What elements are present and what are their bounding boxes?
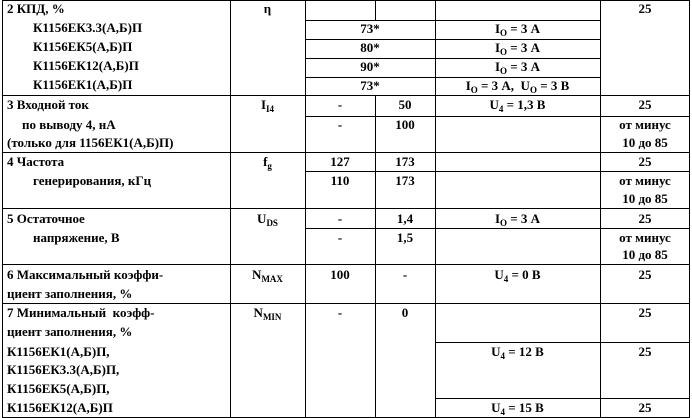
row-border-3 <box>2 95 690 96</box>
min-duty-cond-2: $U_4 = 12$ В <box>491 344 544 361</box>
input-current-temp-1: 25 <box>638 97 652 112</box>
residual-voltage-temp-2a: от минус <box>619 230 671 245</box>
col-sep-max <box>375 96 376 418</box>
frequency-temp-2a: от минус <box>619 173 671 188</box>
frequency-max-1: 173 <box>395 154 415 169</box>
residual-voltage-temp-2b: 10 до 85 <box>622 247 668 262</box>
min-duty-line5: К1156ЕК5(А,Б)П, <box>7 381 110 396</box>
kpd-min-1: 73* <box>360 21 380 36</box>
min-duty-temp-2: 25 <box>638 344 652 359</box>
row-border-7 <box>2 303 690 304</box>
min-duty-line2: циент заполнения, % <box>7 324 133 339</box>
frequency-title: 4 Частота <box>7 154 65 169</box>
max-duty-min: 100 <box>330 267 350 282</box>
residual-voltage-temp-1: 25 <box>638 211 652 226</box>
frequency-min-1: 127 <box>330 154 350 169</box>
kpd-min-2: 80* <box>360 40 380 55</box>
min-duty-subrow-2 <box>435 398 690 399</box>
input-current-title: 3 Входной ток <box>7 97 89 112</box>
max-duty-cond: $U_4 = 0$ В <box>494 267 541 284</box>
kpd-variant-3: К1156ЕК12(А,Б)П <box>33 58 139 73</box>
kpd-symbol: η <box>263 1 272 16</box>
row-border-5 <box>2 208 690 209</box>
kpd-cond-4: $I_O = 3$ А, $U_O = 3$ В <box>465 78 570 95</box>
frequency-subrow <box>305 171 690 172</box>
input-current-min-1: - <box>337 97 343 112</box>
min-duty-min: - <box>337 305 343 320</box>
kpd-title: 2 КПД, % <box>7 1 65 16</box>
residual-voltage-symbol: $U_{DS}$ <box>257 211 278 228</box>
max-duty-line2: циент заполнения, % <box>7 286 133 301</box>
input-current-line3: (только для 1156ЕК1(А,Б)П) <box>7 135 174 150</box>
residual-voltage-subrow <box>305 228 690 229</box>
residual-voltage-max-2: 1,5 <box>396 230 414 245</box>
max-duty-title: 6 Максимальный коэффи- <box>7 267 164 282</box>
min-duty-title: 7 Минимальный коэфф- <box>7 305 155 320</box>
kpd-min-4: 73* <box>360 78 380 93</box>
table-border-left <box>2 0 3 418</box>
residual-voltage-line2: напряжение, В <box>33 230 120 245</box>
min-duty-temp-1: 25 <box>638 305 652 320</box>
input-current-line2: по выводу 4, нА <box>22 117 116 132</box>
min-duty-line3: К1156ЕК1(А,Б)П, <box>7 344 110 359</box>
kpd-cond-1: $I_O = 3$ А <box>494 21 541 38</box>
min-duty-line4: К1156ЕК3.3(А,Б)П, <box>7 362 120 377</box>
kpd-variant-2: К1156ЕК5(А,Б)П <box>33 39 133 54</box>
row-border-4 <box>2 152 690 153</box>
input-current-symbol: $I_{I4}$ <box>260 97 275 114</box>
kpd-variant-1: К1156ЕК3.3(А,Б)П <box>33 20 143 35</box>
frequency-min-2: 110 <box>330 173 350 188</box>
min-duty-temp-3: 25 <box>638 400 652 415</box>
row-border-top <box>2 0 690 1</box>
residual-voltage-min-1: - <box>337 211 343 226</box>
frequency-line2: генерирования, кГц <box>33 173 152 188</box>
input-current-temp-2a: от минус <box>619 117 671 132</box>
min-duty-subrow-1 <box>435 342 690 343</box>
max-duty-temp: 25 <box>638 267 652 282</box>
row-border-6 <box>2 264 690 265</box>
frequency-temp-1: 25 <box>638 154 652 169</box>
input-current-cond: $U_4 = 1,3$ В <box>489 97 546 114</box>
input-current-min-2: - <box>337 117 343 132</box>
input-current-max-2: 100 <box>395 117 415 132</box>
input-current-max-1: 50 <box>398 97 412 112</box>
frequency-max-2: 173 <box>395 173 415 188</box>
residual-voltage-cond: $I_O = 3$ А <box>494 211 541 228</box>
residual-voltage-min-2: - <box>337 230 343 245</box>
max-duty-symbol: $N_{MAX}$ <box>252 267 283 284</box>
col-sep-max-top <box>375 0 376 20</box>
kpd-min-3: 90* <box>360 59 380 74</box>
kpd-variant-4: К1156ЕК1(А,Б)П <box>33 77 133 92</box>
min-duty-cond-3: $U_4 = 15$ В <box>491 400 544 417</box>
input-current-temp-2b: 10 до 85 <box>622 135 668 150</box>
col-sep-symbol <box>230 0 231 418</box>
residual-voltage-title: 5 Остаточное <box>7 211 85 226</box>
min-duty-symbol: $N_{MIN}$ <box>253 305 282 322</box>
kpd-temp: 25 <box>638 1 652 16</box>
max-duty-max: - <box>402 267 408 282</box>
min-duty-line6: К1156ЕК12(А,Б)П <box>7 400 113 415</box>
residual-voltage-max-1: 1,4 <box>396 211 414 226</box>
min-duty-max: 0 <box>401 305 409 320</box>
kpd-cond-2: $I_O = 3$ А <box>494 40 541 57</box>
frequency-symbol: $f_g$ <box>263 154 272 171</box>
kpd-cond-3: $I_O = 3$ А <box>494 59 541 76</box>
frequency-temp-2b: 10 до 85 <box>622 191 668 206</box>
